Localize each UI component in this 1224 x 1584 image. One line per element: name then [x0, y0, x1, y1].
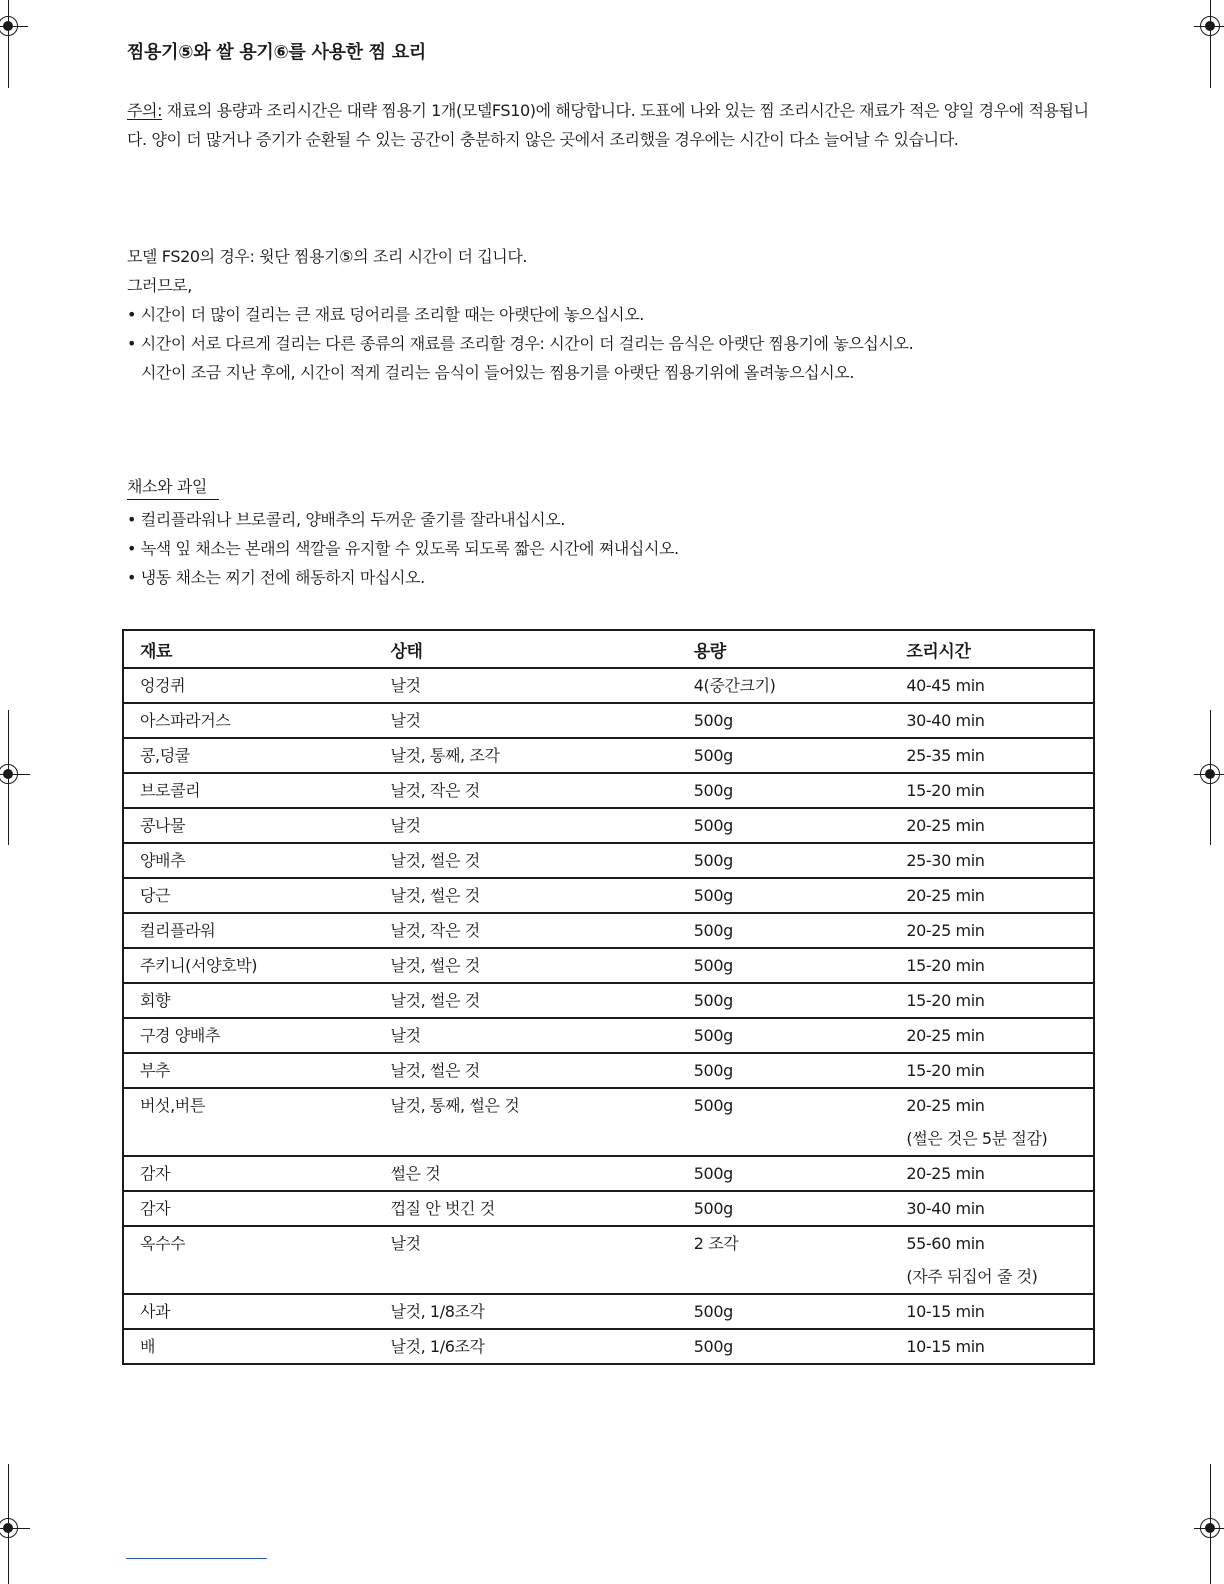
registration-mark-bottom-left: [0, 1464, 40, 1584]
cell-ingredient: [123, 1088, 374, 1156]
table-row: [123, 1088, 1094, 1156]
cell-ingredient: [123, 878, 374, 913]
cell-state-text: 껍질 안 벗긴 것: [390, 1199, 495, 1218]
table-row: [123, 1018, 1094, 1053]
cell-amount: [678, 1294, 891, 1329]
cell-time-text: 20-25 min: [906, 1164, 985, 1183]
header-time: 조리시간: [890, 630, 1094, 668]
table-row: [123, 738, 1094, 773]
header-state: 상태: [374, 630, 677, 668]
cell-state-text: 날것, 작은 것: [390, 781, 480, 800]
cell-time: [890, 1156, 1094, 1191]
cell-ingredient: [123, 808, 374, 843]
cell-amount: [678, 738, 891, 773]
cell-time-text: 20-25 min: [906, 886, 985, 905]
cell-time-text: 30-40 min: [906, 711, 985, 730]
cell-amount-text: 2 조각: [693, 1234, 739, 1253]
table-row: [123, 1156, 1094, 1191]
cell-ingredient: [123, 1294, 374, 1329]
cell-ingredient-text: 감자: [140, 1164, 171, 1183]
cell-time-text: 10-15 min: [906, 1337, 985, 1356]
cell-state-text: 날것, 1/8조각: [390, 1302, 485, 1321]
table-header-row: [123, 630, 1094, 668]
cell-amount-text: 500g: [693, 1337, 733, 1356]
cell-ingredient-text: 당근: [140, 886, 171, 905]
cell-ingredient-text: 감자: [140, 1199, 171, 1218]
vegetables-section: [127, 472, 1102, 592]
cell-time: [890, 983, 1094, 1018]
cell-time: [890, 1088, 1094, 1156]
cell-time: [890, 668, 1094, 703]
cell-amount-text: 500g: [693, 886, 733, 905]
cell-time: [890, 1191, 1094, 1226]
cell-amount-text: 500g: [693, 1199, 733, 1218]
cell-ingredient: [123, 773, 374, 808]
model-line-1: 모델 FS20의 경우: 윗단 찜용기⑤의 조리 시간이 더 깁니다.: [127, 247, 528, 266]
cell-time-text: 25-30 min: [906, 851, 985, 870]
model-fs20-section: [127, 242, 1102, 387]
cell-amount: [678, 1329, 891, 1364]
cell-state-text: 날것, 1/6조각: [390, 1337, 485, 1356]
cell-state: [374, 1088, 677, 1156]
cell-amount-text: 500g: [693, 1164, 733, 1183]
cell-amount: [678, 1156, 891, 1191]
cell-state: [374, 878, 677, 913]
registration-mark-middle-left: [0, 710, 40, 845]
cell-time-text: 25-35 min: [906, 746, 985, 765]
cell-state: [374, 913, 677, 948]
cell-ingredient: [123, 1191, 374, 1226]
model-line-2: 그러므로,: [127, 276, 192, 295]
cell-state-text: 날것, 썰은 것: [390, 956, 480, 975]
cell-ingredient: [123, 948, 374, 983]
cell-time: [890, 1226, 1094, 1294]
cell-time: [890, 843, 1094, 878]
cell-ingredient-text: 버섯,버튼: [140, 1096, 205, 1115]
cell-amount-text: 500g: [693, 746, 733, 765]
cell-time-text: 20-25 min: [906, 816, 985, 835]
cell-time-text: 40-45 min: [906, 676, 985, 695]
cell-ingredient-text: 브로콜리: [140, 781, 201, 800]
cell-amount: [678, 773, 891, 808]
table-row: [123, 703, 1094, 738]
cell-ingredient: [123, 668, 374, 703]
cell-time-text: 15-20 min: [906, 1061, 985, 1080]
cell-ingredient-text: 컬리플라워: [140, 921, 216, 940]
cell-time: [890, 948, 1094, 983]
page-title: 찜용기⑤와 쌀 용기⑥를 사용한 찜 요리: [127, 42, 426, 63]
cell-ingredient-text: 주키니(서양호박): [140, 956, 258, 975]
cell-time-text: 10-15 min: [906, 1302, 985, 1321]
table-row: [123, 1294, 1094, 1329]
note-label: 주의:: [127, 101, 163, 120]
model-bullet-2-continued: 시간이 조금 지난 후에, 시간이 적게 걸리는 음식이 들어있는 찜용기를 아랫단 찜용기위에 올려놓으십시오.: [141, 363, 855, 382]
header-amount: 용량: [678, 630, 891, 668]
cell-amount: [678, 983, 891, 1018]
table-row: [123, 773, 1094, 808]
cell-state: [374, 1294, 677, 1329]
table-body: [123, 668, 1094, 1364]
cell-amount: [678, 878, 891, 913]
cell-state-text: 날것: [390, 711, 421, 730]
registration-mark-bottom-right: [1184, 1464, 1224, 1584]
cell-time-text: 55-60 min: [906, 1234, 985, 1253]
cell-amount: [678, 668, 891, 703]
table-row: [123, 913, 1094, 948]
cell-amount-text: 4(중간크기): [693, 676, 776, 695]
note-text: 재료의 용량과 조리시간은 대략 찜용기 1개(모델FS10)에 해당합니다. 도표에 나와 있는 찜 조리시간은 재료가 적은 양일 경우에 적용됩니다. 양이 더 많거나 증기가 순환될 수 있는 공간이 충분하지 않은 곳에서 조리했을 경우에는 시간이 다소 늘어날 수 있습니다.: [127, 101, 1089, 149]
cell-ingredient-text: 엉겅퀴: [140, 676, 186, 695]
cell-state-text: 날것, 썰은 것: [390, 886, 480, 905]
cell-amount: [678, 703, 891, 738]
cell-ingredient-text: 부추: [140, 1061, 171, 1080]
cell-ingredient: [123, 1018, 374, 1053]
cell-amount-text: 500g: [693, 816, 733, 835]
cell-time-text: 20-25 min: [906, 1026, 985, 1045]
cell-state-text: 날것: [390, 816, 421, 835]
cell-time: [890, 913, 1094, 948]
cell-time-text: 20-25 min: [906, 1096, 985, 1115]
model-bullet-2: • 시간이 서로 다르게 걸리는 다른 종류의 재료를 조리할 경우: 시간이 더 걸리는 음식은 아랫단 찜용기에 놓으십시오.: [127, 334, 914, 353]
cell-state: [374, 703, 677, 738]
cell-time: [890, 1329, 1094, 1364]
cell-ingredient: [123, 1329, 374, 1364]
cell-amount: [678, 948, 891, 983]
cell-ingredient-text: 양배추: [140, 851, 186, 870]
cell-state: [374, 1156, 677, 1191]
cell-state: [374, 808, 677, 843]
cell-amount: [678, 843, 891, 878]
model-bullet-1: • 시간이 더 많이 걸리는 큰 재료 덩어리를 조리할 때는 아랫단에 놓으십시오.: [127, 305, 644, 324]
cell-state: [374, 1018, 677, 1053]
cell-amount: [678, 1088, 891, 1156]
cell-ingredient: [123, 703, 374, 738]
steaming-times-table: [122, 629, 1095, 1365]
cell-ingredient: [123, 983, 374, 1018]
cell-state: [374, 1191, 677, 1226]
cell-state: [374, 1226, 677, 1294]
cell-state: [374, 948, 677, 983]
cell-amount: [678, 1191, 891, 1226]
table-row: [123, 1226, 1094, 1294]
cell-time-text: 15-20 min: [906, 991, 985, 1010]
cell-state: [374, 1053, 677, 1088]
cell-amount-text: 500g: [693, 1302, 733, 1321]
cell-amount-text: 500g: [693, 1061, 733, 1080]
cell-amount-text: 500g: [693, 1096, 733, 1115]
vegetables-bullet: • 컬리플라워나 브로콜리, 양배추의 두꺼운 줄기를 잘라내십시오.: [127, 510, 565, 529]
cell-amount: [678, 1226, 891, 1294]
cell-time-text: 15-20 min: [906, 956, 985, 975]
cell-amount-text: 500g: [693, 991, 733, 1010]
cell-time-note: (자주 뒤집어 줄 것): [906, 1267, 1038, 1286]
table-row: [123, 1191, 1094, 1226]
vegetables-heading: 채소와 과일: [127, 475, 219, 500]
note-paragraph: [127, 96, 1102, 154]
cell-state-text: 날것, 작은 것: [390, 921, 480, 940]
header-ingredient: 재료: [123, 630, 374, 668]
cell-ingredient: [123, 1226, 374, 1294]
cell-time: [890, 878, 1094, 913]
cell-state-text: 날것, 썰은 것: [390, 991, 480, 1010]
cell-state-text: 날것, 통째, 조각: [390, 746, 500, 765]
cell-time: [890, 1294, 1094, 1329]
footer-rule: [126, 1558, 267, 1559]
cell-state-text: 날것, 통째, 썰은 것: [390, 1096, 520, 1115]
vegetables-bullet: • 녹색 잎 채소는 본래의 색깔을 유지할 수 있도록 되도록 짧은 시간에 쪄내십시오.: [127, 539, 679, 558]
cell-state: [374, 773, 677, 808]
cell-state-text: 날것: [390, 1234, 421, 1253]
vegetables-bullet: • 냉동 채소는 찌기 전에 해동하지 마십시오.: [127, 568, 425, 587]
cell-state-text: 날것, 썰은 것: [390, 1061, 480, 1080]
cell-time-text: 30-40 min: [906, 1199, 985, 1218]
table-row: [123, 668, 1094, 703]
cell-ingredient-text: 콩,덩쿨: [140, 746, 190, 765]
cell-amount-text: 500g: [693, 921, 733, 940]
cell-state: [374, 1329, 677, 1364]
cell-amount-text: 500g: [693, 711, 733, 730]
cell-time-text: 15-20 min: [906, 781, 985, 800]
cell-state: [374, 668, 677, 703]
table-row: [123, 948, 1094, 983]
cell-ingredient: [123, 1053, 374, 1088]
cell-ingredient: [123, 913, 374, 948]
cell-state: [374, 843, 677, 878]
cell-ingredient-text: 콩나물: [140, 816, 186, 835]
table-row: [123, 1053, 1094, 1088]
cell-amount-text: 500g: [693, 1026, 733, 1045]
cell-amount: [678, 1053, 891, 1088]
cell-state: [374, 983, 677, 1018]
cell-time: [890, 773, 1094, 808]
cell-amount: [678, 808, 891, 843]
cell-ingredient-text: 사과: [140, 1302, 171, 1321]
cell-ingredient-text: 옥수수: [140, 1234, 186, 1253]
cell-state-text: 날것: [390, 1026, 421, 1045]
cell-ingredient-text: 배: [140, 1337, 156, 1356]
cell-amount: [678, 1018, 891, 1053]
table-row: [123, 808, 1094, 843]
cell-time: [890, 738, 1094, 773]
table-row: [123, 1329, 1094, 1364]
cell-ingredient-text: 구경 양배추: [140, 1026, 220, 1045]
cell-ingredient: [123, 843, 374, 878]
registration-mark-top-left: [0, 0, 40, 90]
cell-amount-text: 500g: [693, 956, 733, 975]
cell-time-note: (썰은 것은 5분 절감): [906, 1129, 1048, 1148]
cell-amount: [678, 913, 891, 948]
table-row: [123, 983, 1094, 1018]
cell-state: [374, 738, 677, 773]
cell-time: [890, 703, 1094, 738]
cell-ingredient: [123, 1156, 374, 1191]
cell-state-text: 썰은 것: [390, 1164, 441, 1183]
cell-time: [890, 1053, 1094, 1088]
cell-time: [890, 808, 1094, 843]
registration-mark-middle-right: [1184, 710, 1224, 845]
cell-ingredient-text: 아스파라거스: [140, 711, 231, 730]
cell-state-text: 날것: [390, 676, 421, 695]
cell-time-text: 20-25 min: [906, 921, 985, 940]
cell-ingredient: [123, 738, 374, 773]
cell-state-text: 날것, 썰은 것: [390, 851, 480, 870]
cell-time: [890, 1018, 1094, 1053]
cell-amount-text: 500g: [693, 781, 733, 800]
registration-mark-top-right: [1184, 0, 1224, 90]
table-row: [123, 878, 1094, 913]
table-row: [123, 843, 1094, 878]
cell-ingredient-text: 회향: [140, 991, 171, 1010]
cell-amount-text: 500g: [693, 851, 733, 870]
